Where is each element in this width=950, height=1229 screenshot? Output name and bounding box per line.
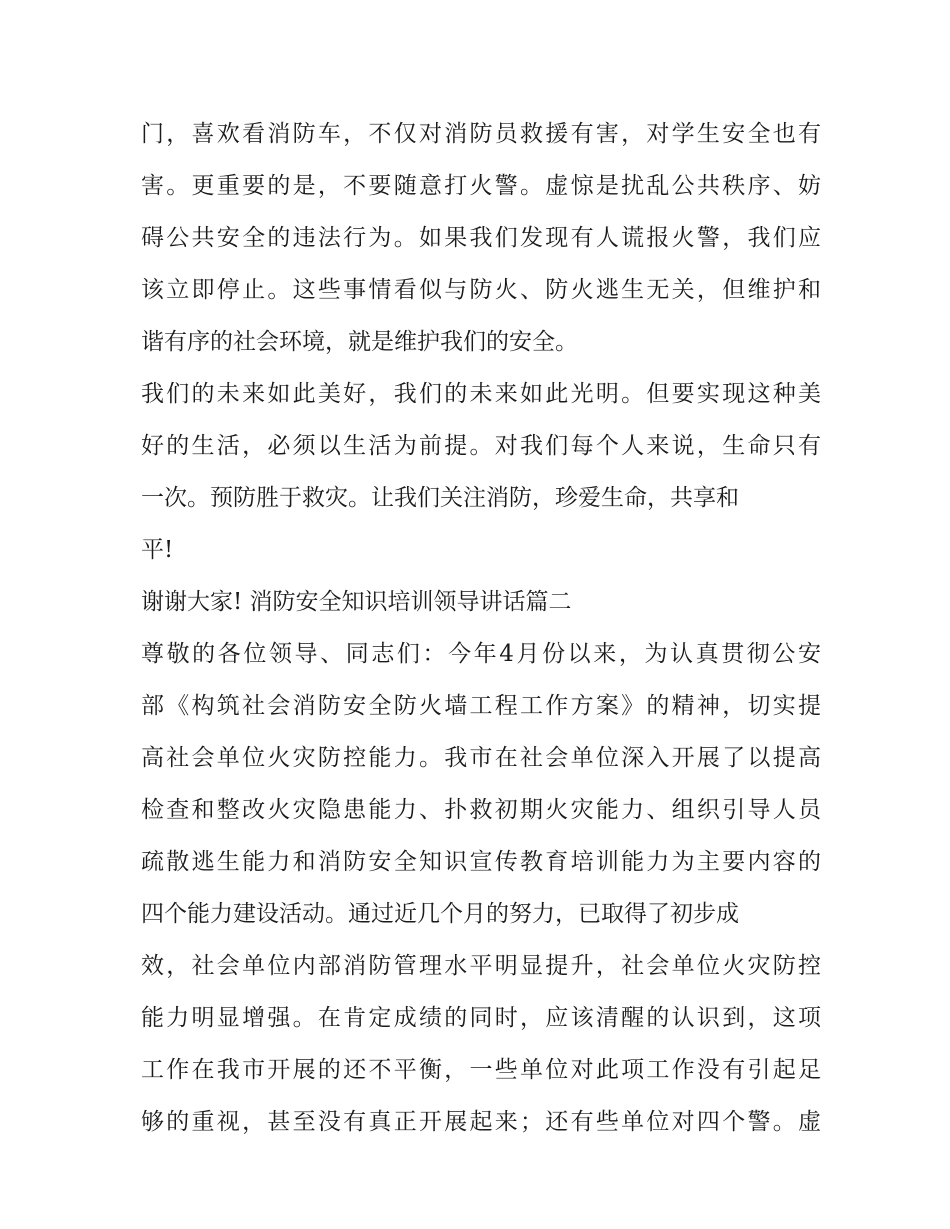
text-line: 疏散逃生能力和消防安全知识宣传教育培训能力为主要内容的 [141,849,821,875]
section-heading: 谢谢大家! 消防安全知识培训领导讲话篇二 [141,589,572,615]
text-line: 害。更重要的是，不要随意打火警。虚惊是扰乱公共秩序、妨 [141,173,821,199]
text-line: 效，社会单位内部消防管理水平明显提升，社会单位火灾防控 [141,953,821,979]
text-line: 部《构筑社会消防安全防火墙工程工作方案》的精神，切实提 [141,693,821,719]
text-line: 能力明显增强。在肯定成绩的同时，应该清醒的认识到，这项 [141,1005,821,1031]
text-line: 高社会单位火灾防控能力。我市在社会单位深入开展了以提高 [141,745,821,771]
text-line: 好的生活，必须以生活为前提。对我们每个人来说，生命只有 [141,433,821,459]
text-line: 我们的未来如此美好，我们的未来如此光明。但要实现这种美 [141,381,821,407]
text-line: 平! [141,537,174,563]
text-line: 门，喜欢看消防车，不仅对消防员救援有害，对学生安全也有 [141,121,821,147]
text-line: 够的重视，甚至没有真正开展起来；还有些单位对四个警。虚 [141,1109,821,1135]
text-line: 检查和整改火灾隐患能力、扑救初期火灾能力、组织引导人员 [141,797,821,823]
text-line: 工作在我市开展的还不平衡，一些单位对此项工作没有引起足 [141,1057,821,1083]
text-line: 谐有序的社会环境，就是维护我们的安全。 [141,329,578,355]
text-line: 四个能力建设活动。通过近几个月的努力，已取得了初步成 [141,901,739,927]
text-line: 一次。预防胜于救灾。让我们关注消防，珍爱生命，共享和 [141,485,739,511]
body-text [141,108,821,1148]
text-line: 尊敬的各位领导、同志们：今年4月份以来，为认真贯彻公安 [141,641,821,667]
text-line: 该立即停止。这些事情看似与防火、防火逃生无关，但维护和 [141,277,821,303]
text-line: 碍公共安全的违法行为。如果我们发现有人谎报火警，我们应 [141,225,821,251]
